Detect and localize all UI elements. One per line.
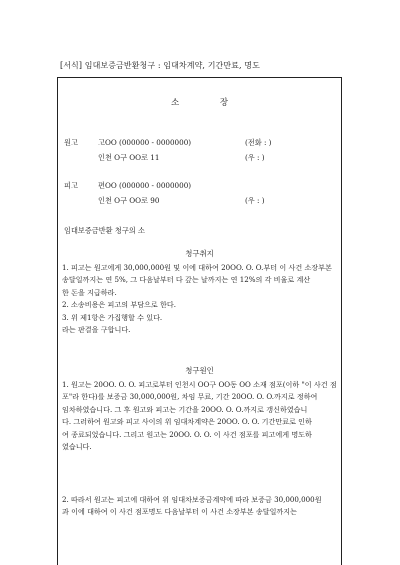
plaintiff-address: 인천 O구 OO로 11: [98, 153, 160, 162]
claim-purpose-line: 2. 소송비용은 피고의 부담으로 한다.: [62, 300, 176, 310]
plaintiff-phone: (전화 : ): [245, 138, 272, 147]
plaintiff-name: 고OO (000000 - 0000000): [98, 138, 192, 147]
complaint-document: [57, 77, 342, 565]
case-name: 임대보증금반환 청구의 소: [64, 226, 145, 235]
claim-purpose-line: 송달일까지는 연 5%, 그 다음날부터 다 갚는 날까지는 연 12%의 각 비율로 계산: [62, 275, 311, 285]
claim-cause-line: 1. 원고는 20OO. O. O. 피고로부터 인천시 OO구 OO동 OO 소재 점포(이하 "이 사건 점: [62, 380, 337, 389]
claim-purpose-body: [62, 262, 336, 336]
claim-cause-para-2: [62, 494, 336, 519]
claim-purpose-heading: 청구취지: [185, 249, 214, 258]
form-title: [서식] 임대보증금반환청구 : 임대차계약, 기간만료, 명도: [60, 61, 260, 70]
defendant-role: 피고: [64, 181, 78, 190]
claim-cause-line: 과 이에 대하여 이 사건 점포명도 다음날부터 이 사건 소장부본 송달일까지는: [62, 507, 297, 517]
plaintiff-role: 원고: [64, 138, 78, 147]
plaintiff-postal: (우 : ): [245, 153, 265, 162]
claim-purpose-line: 3. 위 제1항은 가집행할 수 있다.: [62, 312, 163, 322]
claim-cause-line: 였습니다.: [62, 442, 92, 452]
plaintiff-block: [58, 138, 341, 168]
defendant-name: 편OO (000000 - 0000000): [98, 181, 192, 190]
claim-cause-line: 포"라 한다)를 보증금 30,000,000원, 차임 무료, 기간 20OO. O. O.까지로 정하여: [62, 392, 318, 402]
defendant-postal: (우 : ): [245, 196, 265, 205]
claim-cause-line: 여 종료되었습니다. 그리고 원고는 20OO. O. O. 이 사건 점포를 피고에게 명도하: [62, 429, 312, 439]
claim-purpose-line: 라는 판결을 구합니다.: [62, 325, 131, 335]
claim-cause-line: 2. 따라서 원고는 피고에 대하여 위 임대차보증금계약에 따라 보증금 30,000,000원: [62, 495, 322, 504]
claim-cause-para-1: [62, 379, 336, 453]
defendant-block: [58, 181, 341, 211]
claim-purpose-line: 1. 피고는 원고에게 30,000,000원 및 이에 대하여 20OO. O. O.부터 이 사건 소장부본: [62, 263, 332, 272]
document-title: 소 장: [170, 98, 229, 108]
claim-purpose-line: 한 돈을 지급하라.: [62, 287, 117, 297]
claim-cause-line: 임차하였습니다. 그 후 원고와 피고는 기간을 20OO. O. O.까지로 갱신하였습니: [62, 404, 308, 414]
claim-cause-line: 다. 그러하여 원고와 피고 사이의 위 임대차계약은 20OO. O. O. 기간만료로 인하: [62, 417, 312, 427]
claim-cause-heading: 청구원인: [185, 366, 214, 375]
defendant-address: 인천 O구 OO로 90: [98, 196, 160, 205]
